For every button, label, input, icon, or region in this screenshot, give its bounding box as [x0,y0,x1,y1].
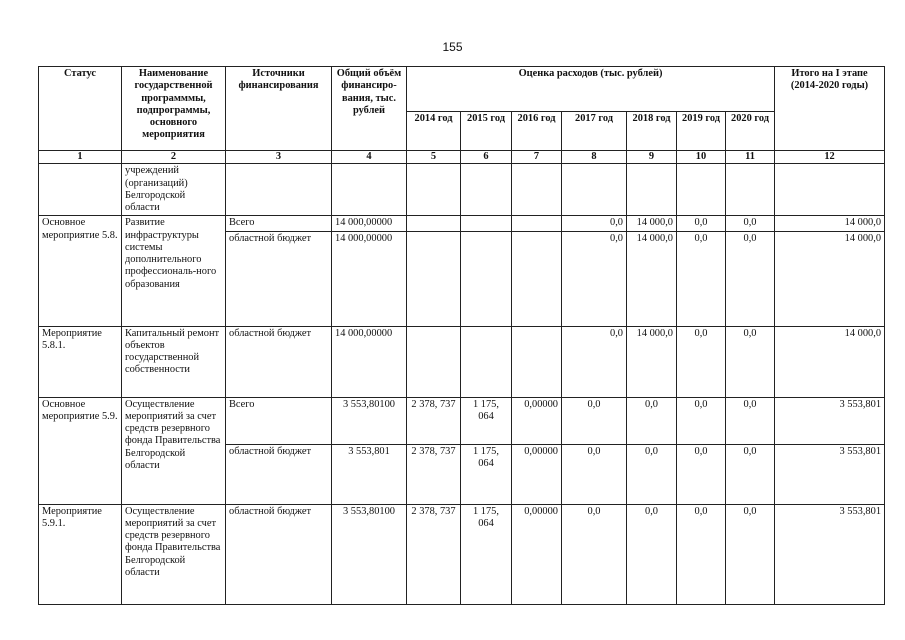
column-number: 5 [407,151,461,164]
table-row [39,164,885,216]
budget-table [38,66,885,605]
status-cell: Мероприятие 5.8.1. [39,326,122,397]
value-cell: 0,00000 [512,397,562,444]
value-cell [677,164,726,216]
value-cell [512,231,562,326]
header-status: Статус [39,67,122,151]
column-number: 1 [39,151,122,164]
source-cell: областной бюджет [226,326,332,397]
source-cell: Всего [226,397,332,444]
header-year-2017: 2017 год [562,112,627,151]
value-cell [461,164,512,216]
itogo-cell: 3 553,801 [775,444,885,504]
header-year-2018: 2018 год [627,112,677,151]
table-row [39,397,885,444]
table-row [39,504,885,604]
name-cell: Капитальный ремонт объектов государственной собственности [122,326,226,397]
status-cell: Основное мероприятие 5.9. [39,397,122,504]
column-number-row [39,151,885,164]
value-cell [461,231,512,326]
header-sources: Источники финансирования [226,67,332,151]
header-name: Наименование государственной программмы, подпрограммы, основного мероприятия [122,67,226,151]
value-cell: 0,0 [726,326,775,397]
value-cell: 0,0 [726,231,775,326]
column-number: 11 [726,151,775,164]
value-cell: 0,0 [562,231,627,326]
value-cell: 0,0 [726,504,775,604]
itogo-cell: 3 553,801 [775,504,885,604]
header-total: Общий объём финансиро-вания, тыс. рублей [332,67,407,151]
column-number: 8 [562,151,627,164]
header-year-2019: 2019 год [677,112,726,151]
header-estimate: Оценка расходов (тыс. рублей) [407,67,775,112]
value-cell: 0,0 [677,231,726,326]
value-cell [407,231,461,326]
value-cell [407,326,461,397]
column-number: 7 [512,151,562,164]
name-cell: учреждений (организаций) Белгородской области [122,164,226,216]
header-year-2016: 2016 год [512,112,562,151]
page-number: 155 [442,40,463,54]
value-cell: 0,0 [562,504,627,604]
itogo-cell: 14 000,0 [775,231,885,326]
total-cell: 14 000,00000 [332,231,407,326]
value-cell: 1 175, 064 [461,397,512,444]
status-cell [39,164,122,216]
table-row [39,216,885,231]
value-cell [726,164,775,216]
source-cell: областной бюджет [226,504,332,604]
total-cell: 3 553,801 [332,444,407,504]
value-cell: 0,0 [627,504,677,604]
total-cell: 3 553,80100 [332,504,407,604]
source-cell: областной бюджет [226,444,332,504]
value-cell [407,164,461,216]
value-cell: 2 378, 737 [407,504,461,604]
value-cell: 1 175, 064 [461,444,512,504]
value-cell: 0,0 [562,397,627,444]
value-cell: 0,0 [726,444,775,504]
value-cell: 0,00000 [512,504,562,604]
value-cell: 14 000,0 [627,216,677,231]
column-number: 4 [332,151,407,164]
total-cell: 14 000,00000 [332,216,407,231]
value-cell: 0,00000 [512,444,562,504]
status-cell: Основное мероприятие 5.8. [39,216,122,326]
value-cell: 1 175, 064 [461,504,512,604]
column-number: 10 [677,151,726,164]
value-cell: 0,0 [677,444,726,504]
name-cell: Осуществление мероприятий за счет средств резервного фонда Правительства Белгородской области [122,397,226,504]
value-cell: 0,0 [627,397,677,444]
column-number: 2 [122,151,226,164]
value-cell: 0,0 [726,397,775,444]
name-cell: Осуществление мероприятий за счет средств резервного фонда Правительства Белгородской области [122,504,226,604]
source-cell: Всего [226,216,332,231]
total-cell: 14 000,00000 [332,326,407,397]
value-cell: 0,0 [677,504,726,604]
value-cell: 2 378, 737 [407,444,461,504]
status-cell: Мероприятие 5.9.1. [39,504,122,604]
header-itogo: Итого на I этапе (2014-2020 годы) [775,67,885,151]
value-cell [407,216,461,231]
value-cell: 14 000,0 [627,326,677,397]
name-cell: Развитие инфраструктуры системы дополнительного профессиональ-ного образования [122,216,226,326]
value-cell: 0,0 [677,216,726,231]
value-cell: 14 000,0 [627,231,677,326]
column-number: 3 [226,151,332,164]
source-cell [226,164,332,216]
itogo-cell: 14 000,0 [775,326,885,397]
value-cell: 0,0 [562,216,627,231]
total-cell: 3 553,80100 [332,397,407,444]
itogo-cell [775,164,885,216]
itogo-cell: 3 553,801 [775,397,885,444]
value-cell [461,216,512,231]
value-cell [512,326,562,397]
total-cell [332,164,407,216]
value-cell [512,164,562,216]
value-cell: 0,0 [562,444,627,504]
table-row [39,326,885,397]
value-cell: 0,0 [677,326,726,397]
header-year-2015: 2015 год [461,112,512,151]
header-year-2020: 2020 год [726,112,775,151]
value-cell: 2 378, 737 [407,397,461,444]
value-cell: 0,0 [627,444,677,504]
itogo-cell: 14 000,0 [775,216,885,231]
value-cell: 0,0 [677,397,726,444]
value-cell: 0,0 [726,216,775,231]
source-cell: областной бюджет [226,231,332,326]
value-cell [461,326,512,397]
header-year-2014: 2014 год [407,112,461,151]
column-number: 12 [775,151,885,164]
column-number: 6 [461,151,512,164]
column-number: 9 [627,151,677,164]
value-cell [562,164,627,216]
value-cell [627,164,677,216]
value-cell [512,216,562,231]
value-cell: 0,0 [562,326,627,397]
